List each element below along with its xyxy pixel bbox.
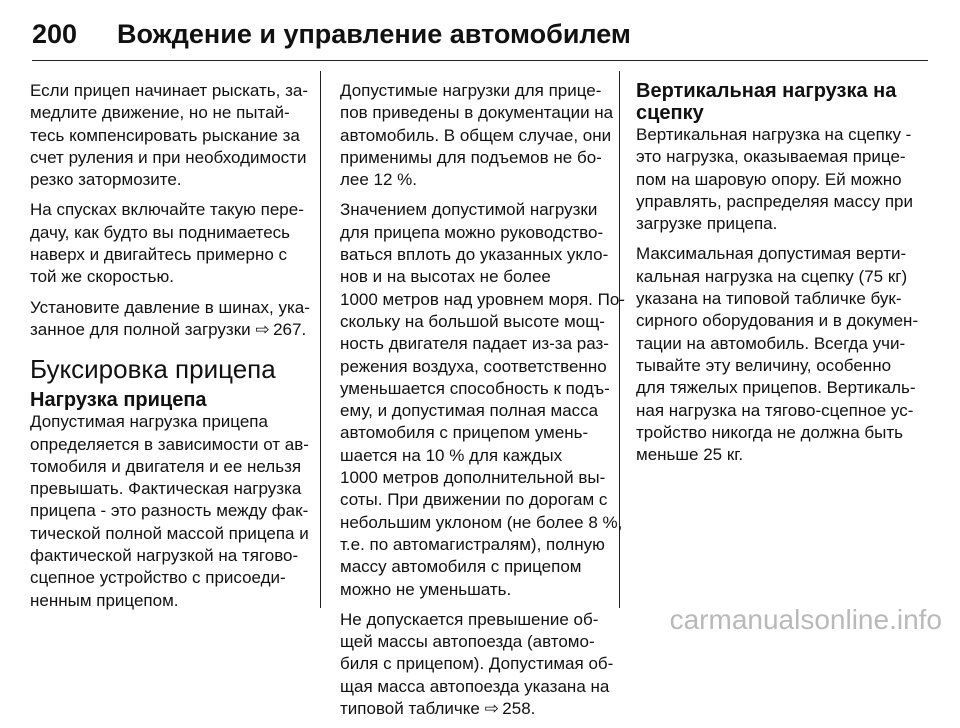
text-line	[30, 478, 312, 500]
text-line	[30, 169, 312, 191]
text-line	[30, 125, 312, 147]
text-line	[636, 400, 928, 422]
line-text: режения воздуха, соответственно	[340, 356, 607, 376]
text-column-2	[340, 80, 625, 728]
text-line	[340, 512, 623, 534]
line-text: тройство никогда не должна быть	[636, 422, 904, 442]
text-line	[340, 147, 608, 169]
text-line	[340, 80, 608, 102]
line-text: тывайте эту величину, особенно	[636, 355, 892, 375]
page-reference-link[interactable]: 267.	[273, 319, 307, 339]
line-text: На спусках включайте такую пере-	[30, 200, 304, 220]
line-text: определяется в зависимости от ав-	[30, 434, 309, 454]
text-line	[340, 489, 608, 511]
text-line	[30, 297, 312, 319]
text-line	[340, 676, 608, 698]
line-text: указана на типовой табличке бук-	[636, 289, 902, 309]
line-text: загрузке прицепа.	[636, 214, 778, 234]
text-line	[30, 102, 312, 124]
text-line	[340, 244, 608, 266]
text-line	[340, 579, 608, 601]
subsection-heading	[636, 80, 928, 124]
text-line	[340, 102, 614, 124]
paragraph	[30, 297, 312, 342]
section-heading: Буксировка прицепа	[30, 354, 276, 385]
line-text: занное для полной загрузки	[30, 319, 256, 339]
text-line	[636, 310, 928, 332]
text-line	[30, 319, 312, 341]
text-line	[30, 567, 312, 589]
text-line	[636, 124, 928, 146]
page-number: 200	[32, 18, 78, 49]
text-column-3	[636, 80, 928, 474]
line-text: лее 12 %.	[340, 170, 418, 190]
text-line	[30, 500, 312, 522]
line-text: применимы для подъемов не бо-	[340, 147, 602, 167]
line-text: счет руления и при необходимости	[30, 147, 307, 167]
text-line	[340, 378, 608, 400]
text-line	[636, 102, 928, 124]
text-line	[340, 222, 608, 244]
text-line	[636, 243, 928, 265]
paragraph	[636, 124, 928, 235]
line-text: дачу, как будто вы поднимаетесь	[30, 222, 291, 242]
line-text: автомобиль. В общем случае, они	[340, 125, 612, 145]
line-text: пом на шаровую опору. Ей можно	[636, 169, 902, 189]
line-text: Вертикальная нагрузка на сцепку -	[636, 125, 912, 144]
column-divider	[320, 71, 321, 608]
text-line	[636, 213, 928, 235]
line-text: 1000 метров над уровнем моря. По-	[340, 289, 625, 309]
text-line	[636, 80, 928, 102]
line-text: щая масса автопоезда указана на	[340, 676, 610, 696]
line-text: ваться вплоть до указанных укло-	[340, 245, 609, 265]
text-line	[340, 311, 608, 333]
line-text: сцепку	[636, 102, 704, 124]
line-text: ность двигателя падает из-за раз-	[340, 334, 609, 354]
text-line	[636, 377, 928, 399]
line-text: уменьшается способность к подъ-	[340, 378, 610, 398]
paragraph	[340, 199, 625, 600]
line-text: ная нагрузка на тягово-сцепное ус-	[636, 400, 914, 420]
line-text: пов приведены в документации на	[340, 103, 614, 123]
line-text: наверх и двигайтесь примерно с	[30, 245, 288, 265]
line-text: управлять, распределяя массу при	[636, 191, 914, 211]
text-line	[30, 244, 312, 266]
line-text: автомобиля с прицепом умень-	[340, 423, 589, 443]
text-line	[30, 456, 312, 478]
line-text: это нагрузка, оказываемая прице-	[636, 147, 906, 167]
text-line	[636, 444, 928, 466]
page-reference-arrow-icon: ⇨	[255, 319, 270, 339]
text-column-1	[30, 80, 312, 620]
text-line	[30, 411, 312, 433]
line-text: тесь компенсировать рыскание за	[30, 125, 300, 145]
paragraph	[636, 243, 928, 466]
text-line	[30, 590, 312, 612]
text-line	[340, 698, 608, 720]
text-line	[340, 169, 608, 191]
line-text: соты. При движении по дорогам с	[340, 490, 608, 510]
line-text: для тяжелых прицепов. Вертикаль-	[636, 378, 916, 398]
text-line	[340, 534, 608, 556]
text-line	[340, 445, 608, 467]
text-line	[30, 147, 312, 169]
text-line	[30, 199, 312, 221]
paragraph	[30, 80, 312, 191]
text-line	[340, 609, 608, 631]
line-text: превышать. Фактическая нагрузка	[30, 479, 302, 499]
line-text: Допустимая нагрузка прицепа	[30, 412, 268, 432]
line-text: ненным прицепом.	[30, 590, 179, 610]
line-text: нов и на высотах не более	[340, 267, 551, 287]
paragraph	[340, 609, 614, 720]
line-text: Вертикальная нагрузка на	[636, 80, 897, 102]
paragraph	[340, 80, 614, 191]
text-line	[636, 288, 928, 310]
paragraph	[30, 199, 312, 288]
line-text: фактической нагрузкой на тягово-	[30, 546, 299, 566]
line-text: ему, и допустимая полная масса	[340, 401, 599, 421]
line-text: тации на автомобиль. Всегда учи-	[636, 333, 906, 353]
line-text: Не допускается превышение об-	[340, 609, 599, 629]
page-reference-link[interactable]: 258.	[502, 699, 536, 719]
line-text: т.е. по автомагистралям), полную	[340, 534, 605, 554]
page-header	[32, 14, 631, 54]
text-line	[340, 631, 608, 653]
text-line	[30, 266, 312, 288]
text-line	[30, 222, 312, 244]
line-text: медлите движение, но не пытай-	[30, 103, 290, 123]
text-line	[340, 289, 625, 311]
text-line	[636, 191, 928, 213]
line-text: тической полной массой прицепа и	[30, 523, 309, 543]
text-line	[30, 80, 312, 102]
line-text: для прицепа можно руководство-	[340, 222, 604, 242]
line-text: прицепа - это разность между фак-	[30, 501, 309, 521]
line-text: Установите давление в шинах, ука-	[30, 297, 310, 317]
line-text: типовой табличке	[340, 699, 485, 719]
text-line	[340, 199, 608, 221]
paragraph	[30, 411, 312, 612]
page-reference-arrow-icon: ⇨	[484, 699, 499, 719]
text-line	[340, 333, 608, 355]
text-line	[636, 266, 928, 288]
text-line	[340, 422, 608, 444]
text-line	[340, 266, 608, 288]
text-line	[636, 422, 928, 444]
text-line	[636, 169, 928, 191]
text-line	[636, 146, 928, 168]
line-text: щей массы автопоезда (автомо-	[340, 632, 595, 652]
text-line	[340, 356, 608, 378]
line-text: скольку на большой высоте мощ-	[340, 311, 605, 331]
line-text: шается на 10 % для каждых	[340, 445, 563, 465]
line-text: Значением допустимой нагрузки	[340, 200, 598, 220]
chapter-title: Вождение и управление автомобилем	[117, 18, 631, 49]
line-text: сирного оборудования и в докумен-	[636, 311, 919, 331]
line-text: той же скоростью.	[30, 267, 174, 287]
text-line	[30, 545, 312, 567]
text-line	[636, 333, 928, 355]
line-text: Максимальная допустимая верти-	[636, 244, 907, 264]
line-text: биля с прицепом). Допустимая об-	[340, 654, 614, 674]
line-text: массу автомобиля с прицепом	[340, 557, 582, 577]
line-text: Если прицеп начинает рыскать, за-	[30, 81, 309, 100]
line-text: Допустимые нагрузки для прице-	[340, 81, 602, 100]
line-text: томобиля и двигателя и ее нельзя	[30, 456, 302, 476]
text-line	[340, 467, 608, 489]
text-line	[340, 556, 608, 578]
subsection-heading: Нагрузка прицепа	[30, 389, 207, 412]
text-line	[340, 653, 614, 675]
line-text: меньше 25 кг.	[636, 445, 744, 465]
watermark: carmanualsonline.info	[669, 604, 942, 635]
header-divider	[32, 60, 928, 61]
line-text: 1000 метров дополнительной вы-	[340, 468, 606, 488]
line-text: небольшим уклоном (не более 8 %,	[340, 512, 623, 532]
text-line	[340, 400, 608, 422]
line-text: сцепное устройство с присоеди-	[30, 568, 286, 588]
text-line	[30, 434, 312, 456]
text-line	[340, 125, 612, 147]
line-text: кальная нагрузка на сцепку (75 кг)	[636, 266, 908, 286]
line-text: резко затормозите.	[30, 170, 182, 190]
text-line	[30, 523, 312, 545]
line-text: можно не уменьшать.	[340, 579, 512, 599]
text-line	[636, 355, 928, 377]
